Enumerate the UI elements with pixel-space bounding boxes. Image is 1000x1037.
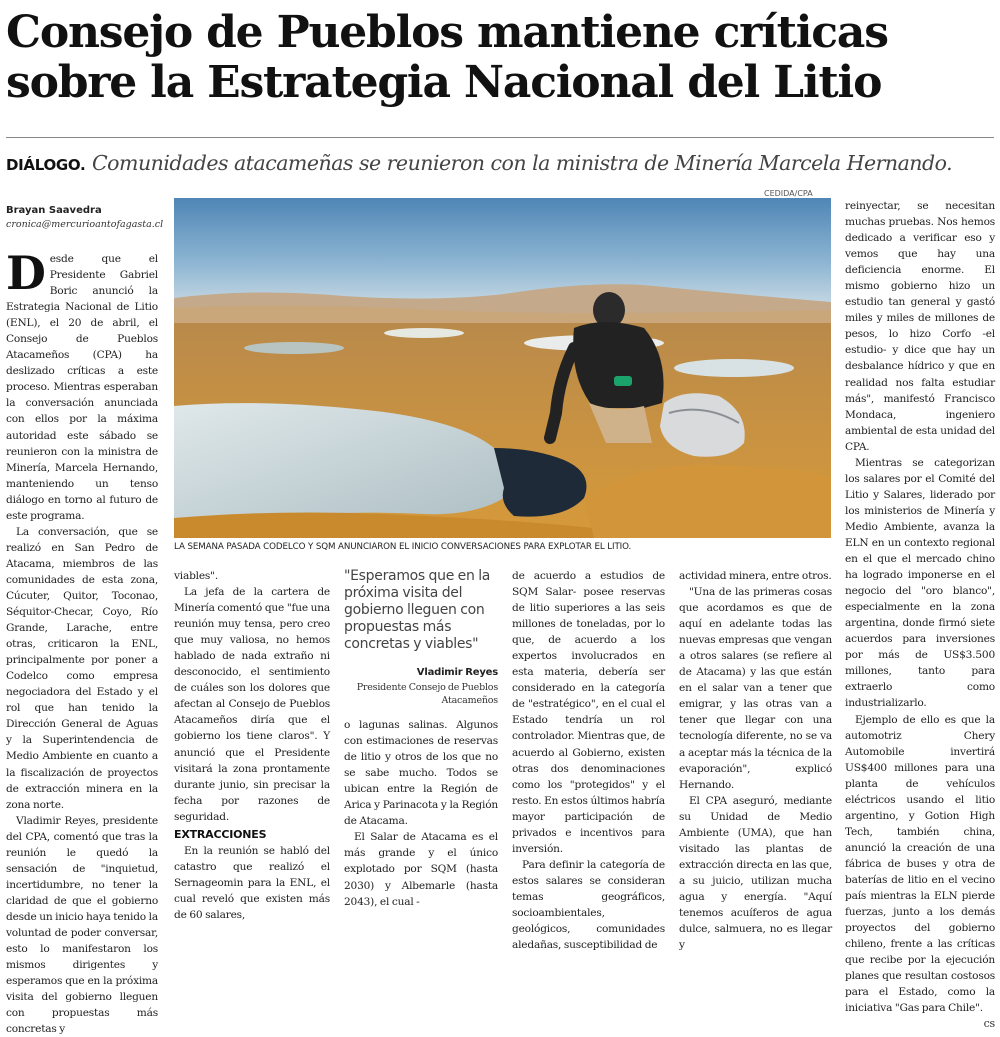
pull-quote-text: "Esperamos que en la próxima visita del gobierno lleguen con propuestas más concretas y viables" xyxy=(344,568,491,652)
paragraph-3: Vladimir Reyes, presidente del CPA, comentó que tras la reunión le quedó la sensación de "inquietud, incertidumbre, no tener la claridad de que el gobierno desde un inicio haya tenido la voluntad de poder conversar, esto lo manifestaron los mismos dirigentes y esperamos que en la próxima visita del gobierno lleguen con propuestas más concretas y xyxy=(6,814,158,1036)
article-column-6 xyxy=(845,198,995,1031)
section-heading: EXTRACCIONES xyxy=(174,827,267,841)
salt-flat-photo-illustration xyxy=(174,198,831,538)
drop-cap: D xyxy=(6,246,46,300)
paragraph-1-text: esde que el Presidente Gabriel Boric anunció la Estrategia Nacional de Litio (ENL), el 20 de abril, el Consejo de Pueblos Atacameños (CPA) ha deslizado críticas a este proceso. Mientras esperaban la conversación anunciada con ellos por la máxima autoridad este sábado se reunieron con la ministra de Minería, Marcela Hernando, manteniendo un tenso diálogo en torno al futuro de este programa. xyxy=(6,253,158,522)
headline xyxy=(6,8,996,108)
byline-email: cronica@mercurioantofagasta.cl xyxy=(6,219,164,230)
pull-quote-name: Vladimir Reyes xyxy=(416,667,498,678)
headline-line-1: Consejo de Pueblos mantiene críticas xyxy=(6,7,888,58)
paragraph-7: Para definir la categoría de estos salares se consideran temas geográficos, socioambientales, geológicos, comunidades aledañas, susceptibilidad de xyxy=(512,858,665,952)
end-mark: cs xyxy=(983,1017,995,1031)
article-column-2 xyxy=(174,568,330,921)
pull-quote-role: Presidente Consejo de Pueblos Atacameños xyxy=(356,682,498,707)
paragraph-11 xyxy=(845,712,995,1031)
paragraph-5: En la reunión se habló del catastro que realizó el Sernageomin para la ENL, el cual reveló que existen más de 60 salares, xyxy=(174,844,330,921)
paragraph-4: La jefa de la cartera de Minería comentó que "fue una reunión muy tensa, pero creo que muy valiosa, no hemos hablado de nada extraño ni desconocido, el sentimiento de cuáles son los dolores que afectan al Consejo de Pueblos Atacameños diría que el gobierno los tiene claros". Y anunció que el Presidente visitará la zona prontamente durante junio, sin precisar la fecha por razones de seguridad. xyxy=(174,586,330,823)
article-column-3 xyxy=(344,568,498,906)
paragraph-8: "Una de las primeras cosas que acordamos es que de aquí en adelante todas las nuevas empresas que vengan a otros salares (se refiere al de Atacama) y las que están en el salar van a tener que emigrar, y las otras van a tener que llegar con una tecnología diferente, no se va a aceptar más la técnica de la evaporación", explicó Hernando. xyxy=(679,586,832,791)
article-column-4 xyxy=(512,568,665,952)
paragraph-5-continued: o lagunas salinas. Algunos con estimaciones de reservas de litio y otros de los que no se sabe mucho. Todos se ubican entre la Región de Arica y Parinacota y la Región de Atacama. xyxy=(344,719,498,828)
article-column-5 xyxy=(679,568,832,952)
paragraph-9-continued: reinyectar, se necesitan muchas pruebas. Nos hemos dedicado a verificar eso y vemos que hay una deficiencia enorme. El mismo gobierno hizo un estudio tan general y gastó miles y miles de millones de pesos, lo hizo Corfo -el estudio- y dice que hay un desbalance hídrico y que en realidad nos falta estudiar más", manifestó Francisco Mondaca, ingeniero ambiental de esta unidad del CPA. xyxy=(845,200,995,453)
headline-line-2: sobre la Estrategia Nacional del Litio xyxy=(6,57,882,108)
paragraph-9: El CPA aseguró, mediante su Unidad de Medio Ambiente (UMA), que han visitado las plantas de extracción directa en las que, a su juicio, utilizan mucha agua y energía. "Aquí tenemos acuíferos de agua dulce, salmuera, no es llegar y xyxy=(679,794,832,952)
subhead-kicker: DIÁLOGO. xyxy=(6,156,86,174)
paragraph-6: El Salar de Atacama es el más grande y el único explotado por SQM (hasta 2030) y Albemarle (hasta 2043), el cual - xyxy=(344,831,498,908)
article-column-1 xyxy=(6,246,158,1036)
header-divider xyxy=(6,137,994,138)
paragraph-1 xyxy=(6,246,158,524)
paragraph-6-continued: de acuerdo a estudios de SQM Salar- posee reservas de litio superiores a las seis millones de toneladas, por lo que, de acuerdo a los expertos involucrados en esta materia, debería ser considerado en la categoría de "estratégico", en el cual el Estado tendría un rol controlador. Mientras que, de acuerdo al Gobierno, existen otras dos denominaciones como los "protegidos" y el resto. En estos últimos habría mayor participación de privados e incentivos para inversión. xyxy=(512,570,665,855)
paragraph-2: La conversación, que se realizó en San Pedro de Atacama, miembros de las comunidades de esta zona, Cúcuter, Quitor, Toconao, Séquitor-Checar, Coyo, Río Grande, Larache, entre otras, criticaron la ENL, principalmente por poner a Codelco como empresa negociadora del Estado y el rol que han tenido la Dirección General de Aguas y la Superintendencia de Medio Ambiente en cuanto a la fiscalización de proyectos de extracción minera en la zona norte. xyxy=(6,525,158,811)
pull-quote xyxy=(344,568,498,707)
photo-credit: CEDIDA/CPA xyxy=(764,189,813,198)
paragraph-3-continued: viables". xyxy=(174,570,219,582)
article-photo xyxy=(174,198,831,538)
byline xyxy=(6,204,166,232)
subhead-deck: Comunidades atacameñas se reunieron con la ministra de Minería Marcela Hernando. xyxy=(91,151,953,175)
paragraph-10: Mientras se categorizan los salares por el Comité del Litio y Salares, liderado por los ministerios de Minería y Medio Ambiente, avanza la ELN en un contexto regional en el que el mercado chino ha logrado imponerse en el negocio del "oro blanco", especialmente en la zona argentina, donde firmó siete acuerdos para inversiones por más de US$3.500 millones, tanto para extraerlo como industrializarlo. xyxy=(845,456,995,710)
byline-author: Brayan Saavedra xyxy=(6,205,102,216)
paragraph-7-continued: actividad minera, entre otros. xyxy=(679,570,832,582)
photo-caption: LA SEMANA PASADA CODELCO Y SQM ANUNCIARON EL INICIO CONVERSACIONES PARA EXPLOTAR EL LITIO. xyxy=(174,542,632,552)
subhead xyxy=(6,150,996,178)
paragraph-11-text: Ejemplo de ello es que la automotriz Chery Automobile invertirá US$400 millones para una planta de vehículos eléctricos usando el litio argentino, y Gotion High Tech, también china, anunció la creación de una fábrica de buses y otra de baterías de litio en el vecino país mientras la ELN pierde fuerzas, junto a los demás proyectos del gobierno chileno, frente a las críticas que recibe por la ejecución planes que resultan costosos para el Estado, como la iniciativa "Gas para Chile". xyxy=(845,713,995,1015)
